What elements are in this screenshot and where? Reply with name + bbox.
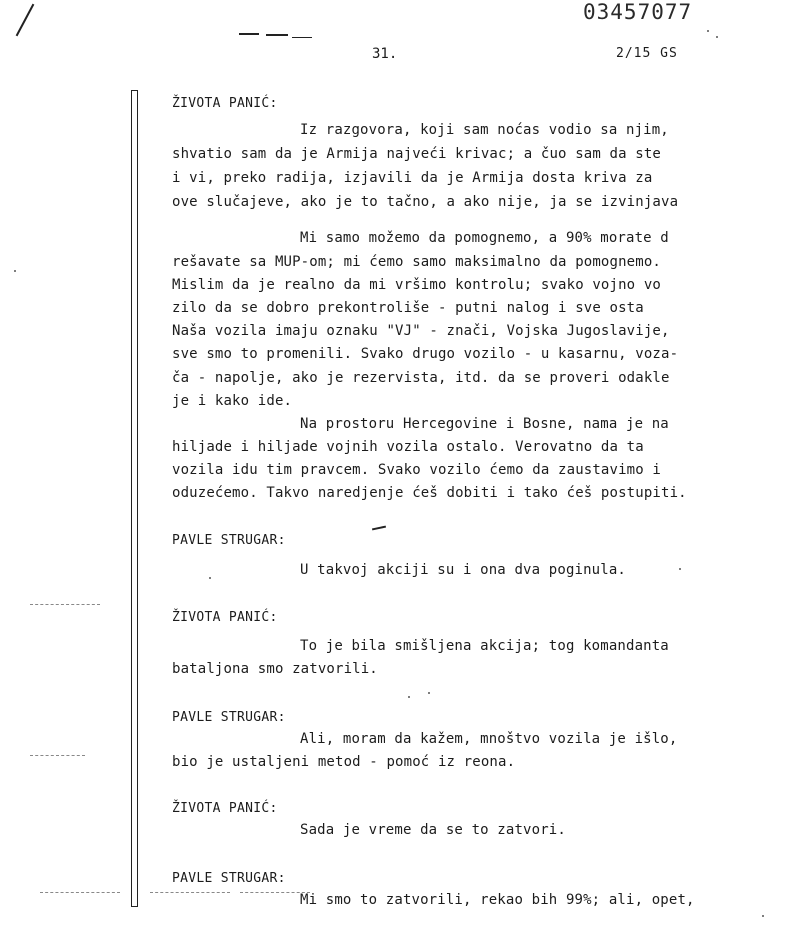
text-line: ča - napolje, ako je rezervista, itd. da se proveri odakle <box>172 370 670 386</box>
text-line: shvatio sam da je Armija najveći krivac; a čuo sam da ste <box>172 146 661 162</box>
text-line: rešavate sa MUP-om; mi ćemo samo maksimalno da pomognemo. <box>172 254 661 270</box>
scan-dashes <box>30 755 85 756</box>
scan-dashes <box>30 604 100 605</box>
scan-dashes <box>40 892 120 893</box>
text-line: Ali, moram da kažem, mnoštvo vozila je išlo, <box>300 731 678 747</box>
page-number: 31. <box>372 46 398 62</box>
scan-mark-dash <box>266 34 288 36</box>
speaker-label: ŽIVOTA PANIĆ: <box>172 610 278 625</box>
scan-speck <box>716 36 718 38</box>
text-line: vozila idu tim pravcem. Svako vozilo ćemo da zaustavimo i <box>172 462 661 478</box>
text-line: zilo da se dobro prekontroliše - putni nalog i sve osta <box>172 300 644 316</box>
margin-bar <box>131 90 138 907</box>
scan-mark-dash <box>292 37 312 38</box>
text-line: Sada je vreme da se to zatvori. <box>300 822 566 838</box>
speaker-label: PAVLE STRUGAR: <box>172 871 286 886</box>
scan-mark-slash <box>16 4 35 37</box>
scan-speck <box>14 270 16 272</box>
scan-speck <box>707 30 709 32</box>
text-line: Iz razgovora, koji sam noćas vodio sa njim, <box>300 122 669 138</box>
text-line: sve smo to promenili. Svako drugo vozilo - u kasarnu, voza- <box>172 346 679 362</box>
page-code: 2/15 GS <box>616 46 678 61</box>
scan-speck <box>209 577 211 579</box>
document-id: 03457077 <box>583 0 693 24</box>
text-line: U takvoj akciji su i ona dva poginula. <box>300 562 626 578</box>
text-line: Mi samo možemo da pomognemo, a 90% morate d <box>300 230 669 246</box>
speaker-label: ŽIVOTA PANIĆ: <box>172 801 278 816</box>
scan-speck <box>408 696 410 698</box>
text-line: ove slučajeve, ako je to tačno, a ako nije, ja se izvinjava <box>172 194 679 210</box>
speaker-label: PAVLE STRUGAR: <box>172 710 286 725</box>
scan-speck <box>762 915 764 917</box>
scan-dashes <box>150 892 230 893</box>
scan-speck <box>428 692 430 694</box>
text-line: hiljade i hiljade vojnih vozila ostalo. Verovatno da ta <box>172 439 644 455</box>
text-line: Mi smo to zatvorili, rekao bih 99%; ali, opet, <box>300 892 695 908</box>
scan-speck <box>679 568 681 570</box>
speaker-label: PAVLE STRUGAR: <box>172 533 286 548</box>
text-line: bataljona smo zatvorili. <box>172 661 378 677</box>
scan-mark-dash <box>239 33 259 35</box>
text-line: i vi, preko radija, izjavili da je Armija dosta kriva za <box>172 170 653 186</box>
text-line: Naša vozila imaju oznaku "VJ" - znači, Vojska Jugoslavije, <box>172 323 670 339</box>
speaker-label: ŽIVOTA PANIĆ: <box>172 96 278 111</box>
text-line: Mislim da je realno da mi vršimo kontrolu; svako vojno vo <box>172 277 661 293</box>
text-line: je i kako ide. <box>172 393 293 409</box>
scan-mark-dash <box>372 526 386 531</box>
text-line: To je bila smišljena akcija; tog komandanta <box>300 638 669 654</box>
text-line: oduzećemo. Takvo naredjenje ćeš dobiti i tako ćeš postupiti. <box>172 485 687 501</box>
text-line: Na prostoru Hercegovine i Bosne, nama je na <box>300 416 669 432</box>
text-line: bio je ustaljeni metod - pomoć iz reona. <box>172 754 516 770</box>
